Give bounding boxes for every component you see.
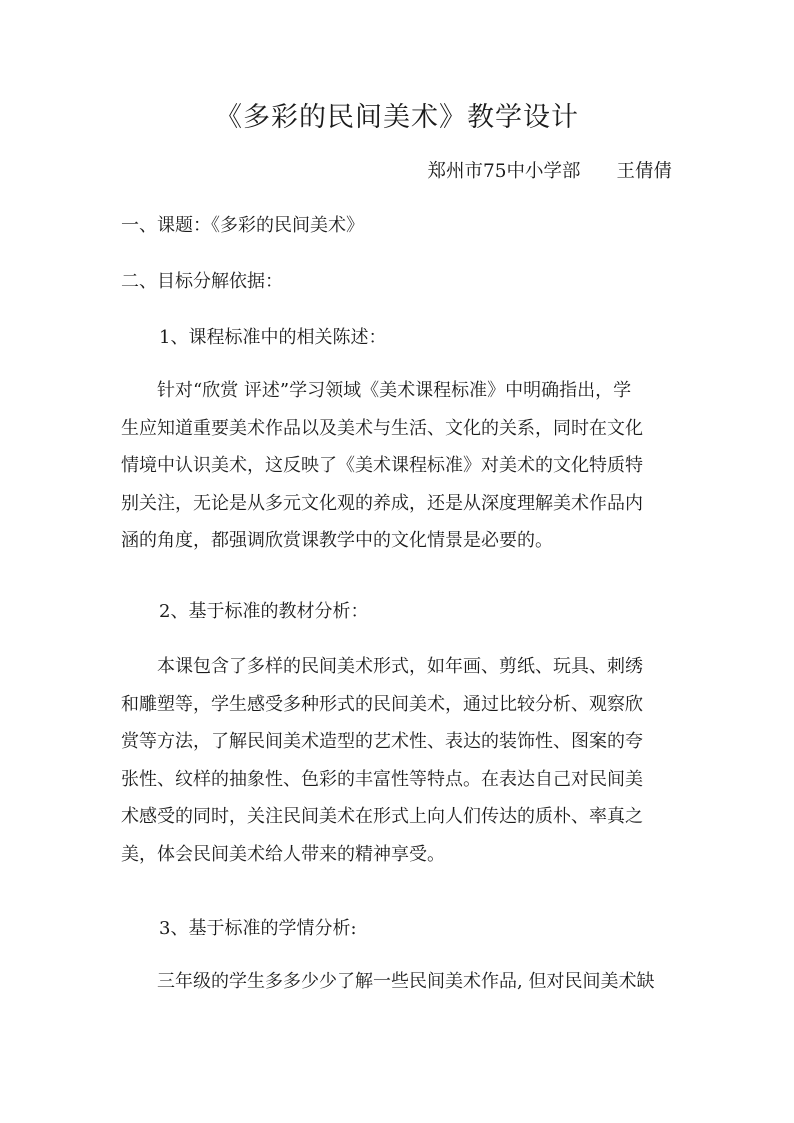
paragraph-line: 别关注，无论是从多元文化观的养成，还是从深度理解美术作品内 (121, 492, 643, 514)
paragraph-line: 和雕塑等，学生感受多种形式的民间美术，通过比较分析、观察欣 (121, 693, 643, 715)
subsection-heading-students: 3、基于标准的学情分析: (159, 918, 357, 939)
paragraph-line: 情境中认识美术，这反映了《美术课程标准》对美术的文化特质特 (121, 455, 643, 476)
paragraph-line: 术感受的同时，关注民间美术在形式上向人们传达的质朴、率真之 (121, 806, 643, 827)
paragraph-line: 本课包含了多样的民间美术形式，如年画、剪纸、玩具、刺绣 (157, 656, 643, 677)
subsection-heading-textbook: 2、基于标准的教材分析： (159, 601, 369, 622)
paragraph-line: 美，体会民间美术给人带来的精神享受。 (121, 843, 445, 865)
paragraph-line: 张性、纹样的抽象性、色彩的丰富性等特点。在表达自己对民间美 (121, 768, 643, 790)
paragraph-line: 赏等方法，了解民间美术造型的艺术性、表达的装饰性、图案的夸 (121, 731, 643, 752)
paragraph-curriculum (121, 372, 675, 560)
author-name: 王倩倩 (616, 161, 672, 182)
paragraph-line: 生应知道重要美术作品以及美术与生活、文化的关系，同时在文化 (121, 417, 643, 439)
paragraph-textbook (121, 648, 675, 873)
paragraph-line: 针对“欣赏 评述”学习领域《美术课程标准》中明确指出，学 (157, 380, 632, 401)
section-heading-topic: 一、课题：《多彩的民间美术》 (121, 215, 364, 236)
author-line (427, 158, 672, 186)
document-title: 《多彩的民间美术》教学设计 (215, 102, 579, 133)
paragraph-students (121, 963, 675, 1001)
paragraph-line: 三年级的学生多多少少了解一些民间美术作品, 但对民间美术缺 (157, 971, 655, 992)
section-heading-basis: 二、目标分解依据： (121, 271, 283, 292)
subsection-heading-curriculum: 1、课程标准中的相关陈述： (159, 327, 387, 348)
author-affiliation: 郑州市75中小学部 (427, 161, 581, 182)
paragraph-line: 涵的角度，都强调欣赏课教学中的文化情景是必要的。 (121, 530, 553, 551)
